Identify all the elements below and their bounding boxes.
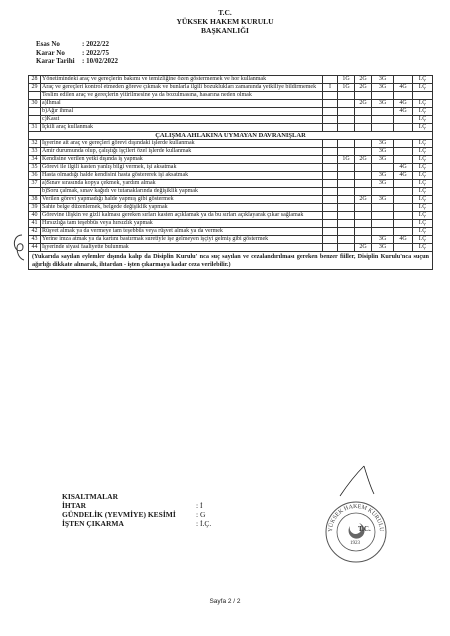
row-number: 40 [29,212,41,220]
row-number: 39 [29,204,41,212]
penalty-cell: İ.Ç [413,196,433,204]
penalty-cell [394,228,413,236]
penalty-cell [323,156,338,164]
row-number: 38 [29,196,41,204]
penalty-cell [355,172,372,180]
meta-value: : 10/02/2022 [82,57,118,65]
penalty-cell [394,124,413,132]
row-number: 41 [29,220,41,228]
penalty-cell [355,140,372,148]
penalty-cell: 2G [355,84,372,92]
penalty-cell [394,220,413,228]
penalty-cell: İ.Ç [413,236,433,244]
penalty-cell [413,92,433,100]
penalty-cell [394,116,413,124]
row-description: Hırsızlığa tam teşebbüs veya hırsızlık yapmak [41,220,323,228]
penalty-cell: İ.Ç [413,188,433,196]
note-row [29,252,433,270]
table-row [29,180,433,188]
penalty-cell: 3G [372,244,394,252]
penalty-cell [323,220,338,228]
table-row [29,196,433,204]
penalty-cell: İ.Ç [413,140,433,148]
penalty-cell [323,116,338,124]
penalty-cell [355,164,372,172]
penalty-cell: İ.Ç [413,116,433,124]
penalty-cell [338,92,355,100]
header-line-3: BAŞKANLIĞI [201,26,249,35]
penalty-cell [394,212,413,220]
penalty-cell [355,124,372,132]
document-header [0,8,450,35]
penalty-cell [355,212,372,220]
penalty-cell: 2G [355,100,372,108]
penalty-cell [323,100,338,108]
penalty-cell [394,92,413,100]
seal-year: 1923 [350,541,360,546]
meta-key: Karar Tarihi [36,57,75,65]
row-number: 30 [29,100,41,108]
header-line-2: YÜKSEK HAKEM KURULU [176,17,274,26]
header-line-1: T.C. [218,8,232,17]
row-number: 33 [29,148,41,156]
penalty-cell [323,244,338,252]
penalty-cell [394,204,413,212]
meta-row-karar [36,49,118,58]
penalty-cell [323,196,338,204]
penalty-cell [355,116,372,124]
abbreviation-row [62,510,211,519]
row-number: 31 [29,124,41,132]
penalty-cell: İ.Ç [413,228,433,236]
penalty-cell: 3G [372,84,394,92]
penalty-cell: 4G [394,108,413,116]
penalty-cell: 2G [355,156,372,164]
row-description: a)Sınav sırasında kopya çekmek, yardım almak [41,180,323,188]
penalty-cell [323,172,338,180]
penalty-cell: İ.Ç [413,148,433,156]
handwritten-margin-mark [10,232,28,262]
penalty-cell: 3G [372,140,394,148]
row-description: Görevi ile ilgili kasten yanlış bilgi vermek, işi aksatmak [41,164,323,172]
meta-value: : 2022/75 [82,48,110,57]
penalty-cell: 3G [372,76,394,84]
row-description: Rüşvet almak ya da vermeye tam teşebbüs veya rüşvet almak ya da vermek [41,228,323,236]
penalty-cell: 1G [338,76,355,84]
penalty-cell [323,76,338,84]
meta-row-esas [36,40,118,49]
row-description: İşyerine ait araç ve gereçleri görevi dışındaki işlerde kullanmak [41,140,323,148]
row-number: 35 [29,164,41,172]
penalty-cell [338,204,355,212]
penalty-cell: İ.Ç [413,108,433,116]
penalty-cell: İ [323,84,338,92]
row-description: b)Ağır ihmal [41,108,323,116]
penalty-cell [323,236,338,244]
abbreviation-key: GÜNDELİK (YEVMİYE) KESİMİ [62,510,176,519]
abbreviation-value: : G [196,510,206,519]
meta-key: Karar No [36,48,65,57]
penalty-cell: 3G [372,156,394,164]
penalty-cell [394,156,413,164]
penalty-cell [355,92,372,100]
penalty-cell [323,204,338,212]
table-note: (Yukarıda sayılan eylemler dışında kalıp da Disiplin Kurulu' nca suç sayılan ve cezalandırılması gereken benzer fiiller, Disiplin Kurulu'nca suçun ağırlığı dikkate alınarak, ihtardan - işten çıkarmaya kadar ceza verilebilir.) [29,252,433,270]
penalty-cell [338,220,355,228]
row-description: Yönetimindeki araç ve gereçlerin bakımı ve temizliğine özen göstermemek ve hor kullanmak [41,76,323,84]
penalty-cell [394,244,413,252]
penalty-cell: 3G [372,172,394,180]
abbreviation-row [62,501,211,510]
row-description: Amir durumunda olup, çalıştığı işçileri özel işlerde kullanmak [41,148,323,156]
penalty-cell: 3G [372,196,394,204]
meta-value: : 2022/22 [82,40,110,48]
penalty-cell [338,180,355,188]
penalty-cell [338,116,355,124]
penalty-cell: İ.Ç [413,156,433,164]
row-description: b)Soru çalmak, sınav kağıdı ve tutanaklarında değişiklik yapmak [41,188,323,196]
row-number: 28 [29,76,41,84]
penalty-cell [338,172,355,180]
table-row [29,116,433,124]
table-row [29,212,433,220]
disciplinary-table [28,75,433,270]
abbreviations [62,492,211,528]
row-description: a)İhmal [41,100,323,108]
penalty-cell [394,188,413,196]
page-footer: Sayfa 2 / 2 [209,598,241,605]
penalty-cell: 1G [338,156,355,164]
row-description: c)Kasıt [41,116,323,124]
table-row [29,204,433,212]
penalty-cell [323,228,338,236]
penalty-cell [394,180,413,188]
table-row [29,220,433,228]
penalty-cell [394,148,413,156]
penalty-cell: İ.Ç [413,76,433,84]
penalty-cell [338,140,355,148]
penalty-cell [338,100,355,108]
penalty-cell: 4G [394,236,413,244]
abbreviation-value: : İ.Ç. [196,519,212,528]
row-number [29,188,41,196]
penalty-cell [323,212,338,220]
penalty-cell [394,140,413,148]
penalty-cell [372,228,394,236]
row-number [29,108,41,116]
penalty-cell [323,164,338,172]
row-description: Sahte belge düzenlemek, belgede değişiklik yapmak [41,204,323,212]
penalty-cell: İ.Ç [413,220,433,228]
penalty-cell [355,188,372,196]
row-number: 36 [29,172,41,180]
penalty-cell: İ.Ç [413,172,433,180]
case-meta [36,40,118,66]
row-description: Görevine ilişkin ve gizli kalması gereken sırları kasten açıklamak ya da bu sırları açıklayarak çıkar sağlamak [41,212,323,220]
penalty-cell: İ.Ç [413,124,433,132]
penalty-cell [355,108,372,116]
penalty-cell: 4G [394,164,413,172]
penalty-cell: İ.Ç [413,180,433,188]
penalty-cell [372,124,394,132]
row-number [29,116,41,124]
table-row [29,244,433,252]
penalty-cell [323,108,338,116]
table-row [29,164,433,172]
row-number: 32 [29,140,41,148]
section-heading: ÇALIŞMA AHLAKINA UYMAYAN DAVRANIŞLAR [29,132,433,140]
penalty-cell [338,108,355,116]
penalty-cell [394,76,413,84]
table-row [29,92,433,100]
penalty-cell: İ.Ç [413,212,433,220]
row-description: Teslim edilen araç ve gereçlerin yitirilmesine ya da bozulmasına, hasarına neden olmak [41,92,323,100]
table-row [29,236,433,244]
penalty-cell [372,92,394,100]
penalty-cell: 3G [372,148,394,156]
abbreviation-value: : İ [196,501,203,510]
penalty-cell [372,164,394,172]
abbreviations-title: KISALTMALAR [62,492,118,501]
row-number [29,92,41,100]
penalty-cell: İ.Ç [413,164,433,172]
penalty-cell: İ.Ç [413,244,433,252]
penalty-cell [338,244,355,252]
penalty-cell [355,180,372,188]
row-number: 37 [29,180,41,188]
row-description: Kendisine verilen yetki dışında iş yapmak [41,156,323,164]
penalty-cell [355,220,372,228]
row-description: İçkili araç kullanmak [41,124,323,132]
penalty-cell [323,92,338,100]
penalty-cell [338,196,355,204]
penalty-cell [323,180,338,188]
row-description: Hasta olmadığı halde kendisini hasta göstererek işi aksatmak [41,172,323,180]
table-row [29,156,433,164]
table-row [29,188,433,196]
penalty-cell [323,140,338,148]
penalty-cell [355,228,372,236]
penalty-cell: 4G [394,100,413,108]
row-number: 43 [29,236,41,244]
section-row [29,132,433,140]
penalty-cell [355,236,372,244]
penalty-cell [338,164,355,172]
abbreviation-key: İHTAR [62,501,87,510]
penalty-cell [338,188,355,196]
penalty-cell [338,236,355,244]
row-description: Yerine imza atmak ya da kartını bastırmak suretiyle işe gelmeyen işçiyi gelmiş gibi göstermek [41,236,323,244]
abbreviation-key: İŞTEN ÇIKARMA [62,519,124,528]
penalty-cell: 2G [355,196,372,204]
penalty-cell: 2G [355,244,372,252]
penalty-cell [372,108,394,116]
table-row [29,84,433,92]
row-description: Verilen görevi yapmadığı halde yapmış gibi göstermek [41,196,323,204]
penalty-cell [338,228,355,236]
seal-center-text: T.C. [358,525,371,533]
penalty-cell: 2G [355,76,372,84]
penalty-cell: İ.Ç [413,84,433,92]
table-row [29,100,433,108]
penalty-cell [323,124,338,132]
table-row [29,108,433,116]
table-row [29,148,433,156]
row-description: Araç ve gereçleri kontrol etmeden göreve çıkmak ve bunlarla ilgili bozuklukları zamanında yetkiliye bildirmemek [41,84,323,92]
abbreviation-row [62,519,211,528]
penalty-cell: 4G [394,84,413,92]
table-row [29,140,433,148]
penalty-cell [372,204,394,212]
penalty-cell [372,220,394,228]
penalty-cell: 3G [372,180,394,188]
row-number: 29 [29,84,41,92]
penalty-cell [355,148,372,156]
penalty-cell [394,196,413,204]
penalty-cell [338,212,355,220]
penalty-cell: 3G [372,236,394,244]
penalty-cell: 1G [338,84,355,92]
penalty-cell [338,124,355,132]
penalty-cell [338,148,355,156]
meta-key: Esas No [36,40,60,48]
official-seal [324,500,388,564]
penalty-cell [323,188,338,196]
penalty-cell [372,116,394,124]
penalty-cell [355,204,372,212]
penalty-cell [372,212,394,220]
penalty-cell: İ.Ç [413,100,433,108]
table-row [29,172,433,180]
meta-row-tarih [36,57,118,66]
seal-ring-text: YÜKSEK HAKEM KURULU [327,503,385,533]
row-number: 34 [29,156,41,164]
penalty-cell: 4G [394,172,413,180]
row-number: 44 [29,244,41,252]
table-row [29,76,433,84]
table-row [29,124,433,132]
penalty-cell [323,148,338,156]
table-row [29,228,433,236]
penalty-cell: 3G [372,100,394,108]
penalty-cell [372,188,394,196]
penalty-cell: İ.Ç [413,204,433,212]
signature [334,462,394,498]
row-description: İşyerinde siyasi faaliyette bulunmak [41,244,323,252]
row-number: 42 [29,228,41,236]
